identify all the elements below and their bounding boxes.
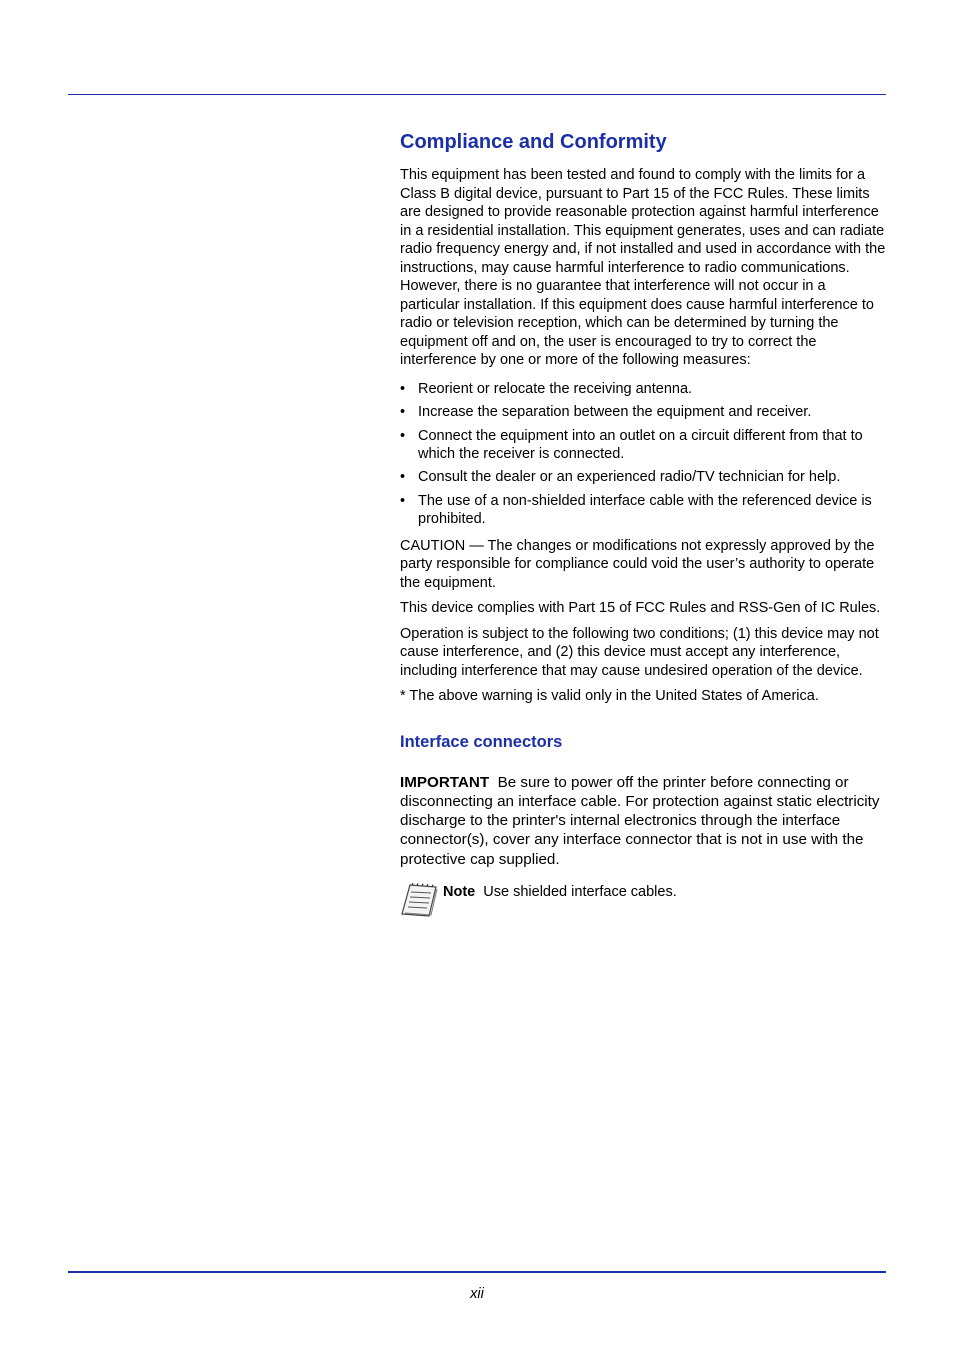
- caution-paragraph: CAUTION — The changes or modifications not expressly approved by the party responsible for compliance could void the user’s authority to operate the equipment.: [400, 537, 875, 591]
- list-item-text: Consult the dealer or an experienced radio/TV technician for help.: [418, 469, 841, 485]
- list-item-text: Reorient or relocate the receiving antenna.: [418, 380, 693, 397]
- intro-paragraph: This equipment has been tested and found to comply with the limits for a Class B digital device, pursuant to Part 15 of the FCC Rules. These limits are designed to provide reasonable protection against harmful interference in a residential installation. This equipment generates, uses and can radiate radio frequency energy and, if not installed and used in accordance with the instructions, may cause harmful interference to radio communications. However, there is no guarantee that interference will not occur in a particular installation. If this equipment does cause harmful interference to radio or television reception, which can be determined by turning the equipment off and on, the user is encouraged to try to correct the interference by one or more of the following measures:: [400, 167, 886, 368]
- list-item: [400, 403, 888, 421]
- important-paragraph: [400, 773, 888, 869]
- note-block: [400, 883, 888, 919]
- footer-rule: [68, 1271, 886, 1273]
- bullet-icon: •: [400, 492, 406, 509]
- list-item: [400, 380, 888, 398]
- bullet-icon: •: [400, 469, 406, 485]
- note-text-line: [443, 883, 677, 901]
- list-item-text: Connect the equipment into an outlet on a circuit different from that to which the receiver is connected.: [418, 427, 863, 462]
- bullet-icon: •: [400, 380, 406, 397]
- subsection-title: Interface connectors: [400, 732, 563, 751]
- important-label: IMPORTANT: [400, 773, 490, 791]
- header-rule: [68, 94, 886, 95]
- list-item: [400, 468, 888, 486]
- bullet-icon: •: [400, 427, 406, 444]
- bullet-icon: •: [400, 404, 406, 420]
- important-text: Be sure to power off the printer before connecting or disconnecting an interface cable. For protection against static electricity discharge to the printer's internal electronics through the interface connector(s), cover any interface connector that is not in use with the protective cap supplied.: [400, 773, 880, 868]
- operation-paragraph: Operation is subject to the following two conditions; (1) this device may not cause interference, and (2) this device must accept any interference, including interference that may cause undesired operation of the device.: [400, 625, 879, 679]
- measures-list: [400, 380, 888, 528]
- list-item: [400, 492, 888, 528]
- complies-paragraph: This device complies with Part 15 of FCC Rules and RSS-Gen of IC Rules.: [400, 600, 881, 616]
- note-text: Use shielded interface cables.: [483, 883, 677, 900]
- warning-paragraph: * The above warning is valid only in the United States of America.: [400, 688, 819, 704]
- list-item: [400, 427, 888, 463]
- note-pad-icon: [400, 883, 438, 917]
- list-item-text: The use of a non-shielded interface cable with the referenced device is prohibited.: [418, 492, 872, 527]
- list-item-text: Increase the separation between the equipment and receiver.: [418, 404, 812, 420]
- section-title: Compliance and Conformity: [400, 131, 667, 153]
- page-number: xii: [470, 1286, 484, 1302]
- note-label: Note: [443, 883, 476, 900]
- main-content: [400, 128, 888, 919]
